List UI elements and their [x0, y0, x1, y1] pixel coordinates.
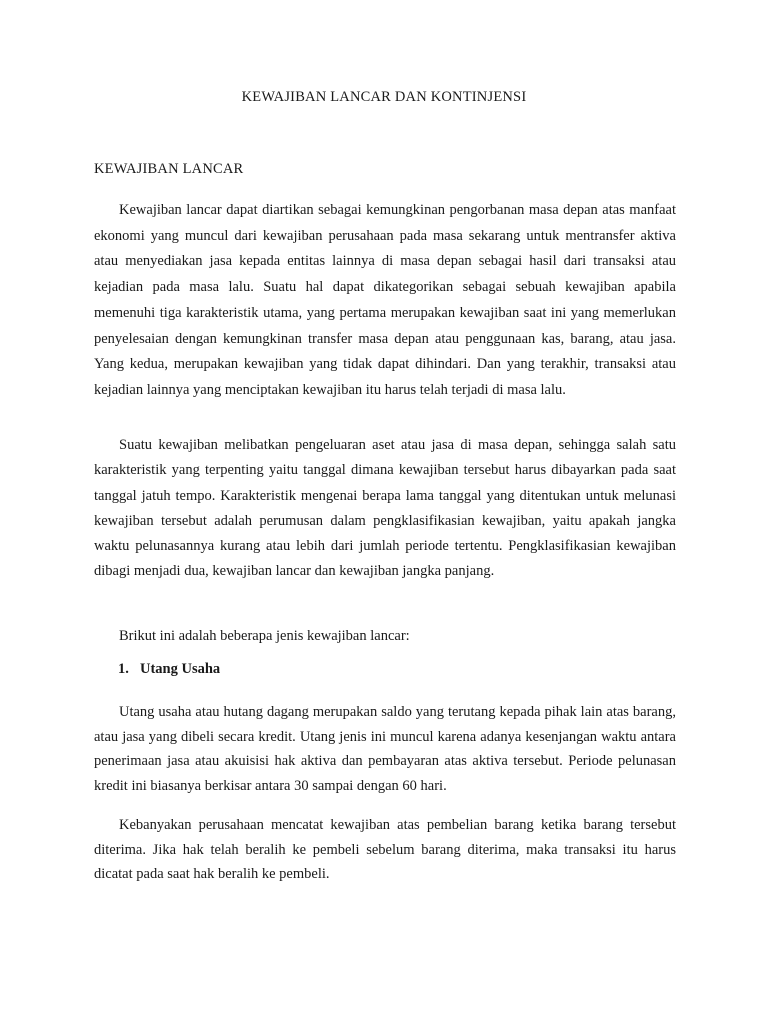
- list-item-label: Utang Usaha: [140, 661, 221, 677]
- paragraph-utang-usaha: Utang usaha atau hutang dagang merupakan saldo yang terutang kepada pihak lain atas barang, atau jasa yang dibeli secara kredit. Utang jenis ini muncul karena adanya kesenjangan waktu antara penerimaan jasa atau akuisisi hak aktiva dan pembayaran atas aktiva tersebut. Periode pelunasan kredit ini biasanya berkisar antara 30 sampai dengan 60 hari.: [94, 704, 676, 794]
- section-heading: KEWAJIBAN LANCAR: [94, 161, 244, 177]
- paragraph-list-intro: Brikut ini adalah beberapa jenis kewajiban lancar:: [119, 628, 410, 644]
- list-item-number: 1.: [118, 661, 129, 677]
- paragraph-pencatatan: Kebanyakan perusahaan mencatat kewajiban atas pembelian barang ketika barang tersebut diterima. Jika hak telah beralih ke pembeli sebelum barang diterima, maka transaksi itu harus dicatat pada saat hak beralih ke pembeli.: [94, 817, 676, 883]
- paragraph-characteristics: Suatu kewajiban melibatkan pengeluaran aset atau jasa di masa depan, sehingga salah satu karakteristik yang terpenting yaitu tanggal dimana kewajiban tersebut harus dibayarkan pada saat tanggal jatuh tempo. Karakteristik mengenai berapa lama tanggal yang ditentukan untuk melunasi kewajiban tersebut adalah perumusan dalam pengklasifikasian kewajiban, yaitu apakah jangka waktu pelunasannya kurang atau lebih dari jumlah periode tertentu. Pengklasifikasian kewajiban dibagi menjadi dua, kewajiban lancar dan kewajiban jangka panjang.: [94, 437, 676, 580]
- paragraph-definition: Kewajiban lancar dapat diartikan sebagai kemungkinan pengorbanan masa depan atas manfaat ekonomi yang muncul dari kewajiban perusahaan pada masa sekarang untuk mentransfer aktiva atau menyediakan jasa kepada entitas lainnya di masa depan sebagai hasil dari transaksi atau kejadian pada masa lalu. Suatu hal dapat dikategorikan sebagai sebuah kewajiban apabila memenuhi tiga karakteristik utama, yang pertama merupakan kewajiban saat ini yang memerlukan penyelesaian dengan kemungkinan transfer masa depan atau penggunaan kas, barang, atau jasa. Yang kedua, merupakan kewajiban yang tidak dapat dihindari. Dan yang terakhir, transaksi atau kejadian lainnya yang menciptakan kewajiban itu harus telah terjadi di masa lalu.: [94, 202, 676, 398]
- list-item-utang-usaha: [118, 661, 220, 678]
- document-title: KEWAJIBAN LANCAR DAN KONTINJENSI: [241, 89, 527, 105]
